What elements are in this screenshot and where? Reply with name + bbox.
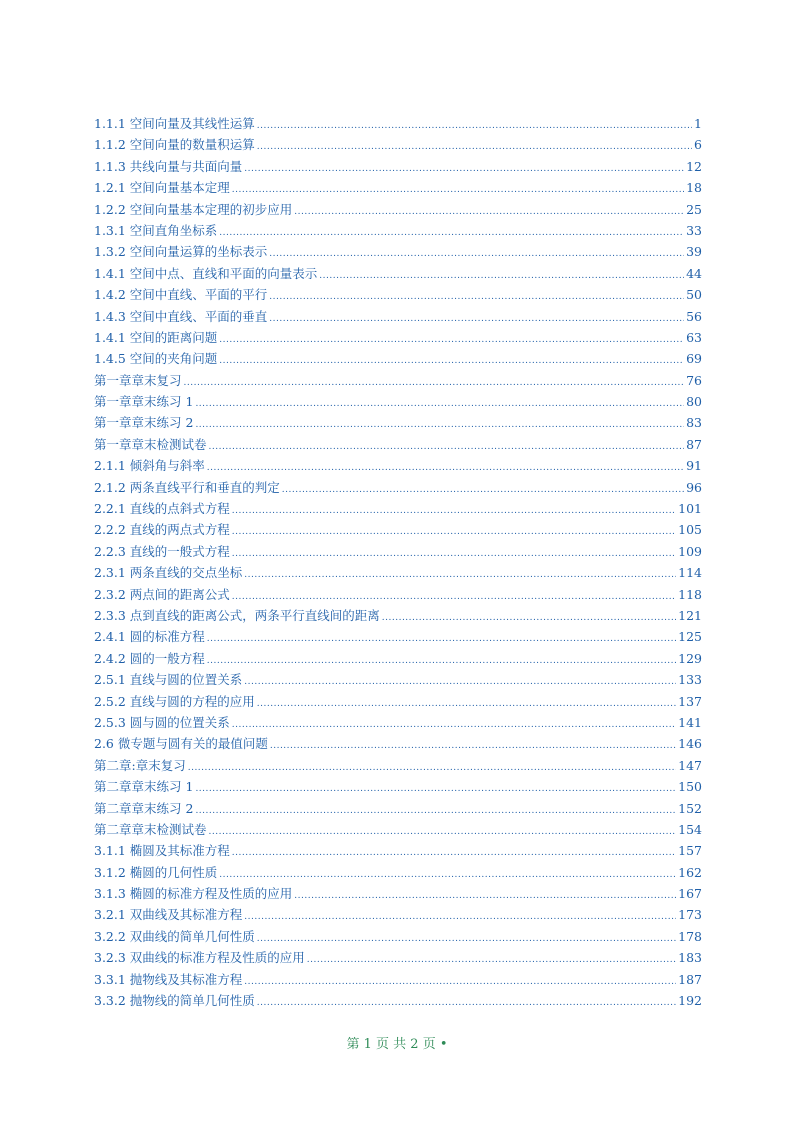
dot-leader bbox=[219, 335, 684, 345]
toc-entry-page-number: 183 bbox=[678, 950, 702, 966]
dot-leader bbox=[257, 998, 676, 1008]
toc-entry[interactable] bbox=[94, 627, 702, 648]
toc-entry[interactable] bbox=[94, 242, 702, 263]
toc-entry-title: 2.3.2 两点间的距离公式 bbox=[94, 586, 230, 602]
toc-entry-page-number: 44 bbox=[686, 265, 702, 281]
toc-entry-page-number: 167 bbox=[678, 886, 702, 902]
toc-entry-title: 1.4.5 空间的夹角问题 bbox=[94, 351, 218, 367]
toc-entry-page-number: 25 bbox=[686, 201, 702, 217]
dot-leader bbox=[232, 592, 676, 602]
dot-leader bbox=[307, 955, 676, 965]
dot-leader bbox=[282, 485, 684, 495]
toc-entry[interactable] bbox=[94, 970, 702, 991]
toc-entry-page-number: 87 bbox=[686, 436, 702, 452]
toc-entry-page-number: 83 bbox=[686, 415, 702, 431]
toc-entry-page-number: 56 bbox=[686, 308, 702, 324]
toc-entry-title: 1.2.2 空间向量基本定理的初步应用 bbox=[94, 201, 293, 217]
toc-entry-page-number: 154 bbox=[678, 821, 702, 837]
toc-entry-title: 第二章章末练习 1 bbox=[94, 779, 194, 795]
toc-entry[interactable] bbox=[94, 499, 702, 520]
toc-entry-page-number: 1 bbox=[694, 116, 702, 131]
toc-entry-title: 第二章章末练习 2 bbox=[94, 800, 194, 816]
dot-leader bbox=[270, 741, 676, 751]
dot-leader bbox=[244, 977, 676, 987]
toc-entry[interactable] bbox=[94, 135, 702, 156]
toc-entry[interactable] bbox=[94, 841, 702, 862]
dot-leader bbox=[244, 570, 676, 580]
toc-entry[interactable] bbox=[94, 178, 702, 199]
toc-entry[interactable] bbox=[94, 200, 702, 221]
toc-entry-page-number: 76 bbox=[686, 372, 702, 388]
toc-entry-title: 3.2.3 双曲线的标准方程及性质的应用 bbox=[94, 950, 305, 966]
toc-entry[interactable] bbox=[94, 285, 702, 306]
toc-entry-page-number: 187 bbox=[678, 971, 702, 987]
dot-leader bbox=[207, 463, 684, 473]
toc-entry-page-number: 69 bbox=[686, 351, 702, 367]
toc-entry[interactable] bbox=[94, 456, 702, 477]
toc-entry-title: 1.4.2 空间中直线、平面的平行 bbox=[94, 287, 268, 303]
dot-leader bbox=[232, 506, 676, 516]
toc-entry-title: 2.2.3 直线的一般式方程 bbox=[94, 543, 230, 559]
toc-entry-page-number: 63 bbox=[686, 329, 702, 345]
toc-entry-page-number: 129 bbox=[678, 650, 702, 666]
toc-entry-title: 第一章章末检测试卷 bbox=[94, 436, 207, 452]
dot-leader bbox=[232, 720, 676, 730]
dot-leader bbox=[207, 634, 676, 644]
toc-entry-page-number: 12 bbox=[686, 158, 702, 174]
toc-entry-title: 2.5.2 直线与圆的方程的应用 bbox=[94, 693, 255, 709]
toc-entry[interactable] bbox=[94, 264, 702, 285]
toc-entry-title: 1.4.1 空间中点、直线和平面的向量表示 bbox=[94, 265, 318, 281]
dot-leader bbox=[195, 806, 676, 816]
toc-entry-title: 1.4.3 空间中直线、平面的垂直 bbox=[94, 308, 268, 324]
toc-entry-title: 2.4.1 圆的标准方程 bbox=[94, 629, 205, 645]
toc-entry-title: 3.2.2 双曲线的简单几何性质 bbox=[94, 928, 255, 944]
toc-entry-page-number: 6 bbox=[694, 137, 702, 153]
toc-entry-page-number: 173 bbox=[678, 907, 702, 923]
toc-entry-title: 3.3.2 抛物线的简单几何性质 bbox=[94, 993, 255, 1009]
dot-leader bbox=[219, 870, 676, 880]
toc-entry[interactable] bbox=[94, 863, 702, 884]
toc-entry[interactable] bbox=[94, 563, 702, 584]
toc-entry-page-number: 109 bbox=[678, 543, 702, 559]
toc-entry-title: 第一章章末练习 2 bbox=[94, 415, 194, 431]
dot-leader bbox=[269, 314, 684, 324]
toc-entry[interactable] bbox=[94, 927, 702, 948]
dot-leader bbox=[244, 912, 676, 922]
toc-entry[interactable] bbox=[94, 756, 702, 777]
toc-entry-page-number: 114 bbox=[678, 565, 702, 581]
toc-entry-title: 1.2.1 空间向量基本定理 bbox=[94, 180, 230, 196]
toc-entry[interactable] bbox=[94, 349, 702, 370]
toc-entry-title: 2.3.3 点到直线的距离公式，两条平行直线间的距离 bbox=[94, 607, 380, 623]
toc-entry-page-number: 33 bbox=[686, 222, 702, 238]
toc-entry[interactable] bbox=[94, 948, 702, 969]
toc-entry-title: 1.4.1 空间的距离问题 bbox=[94, 329, 218, 345]
toc-entry-title: 2.1.2 两条直线平行和垂直的判定 bbox=[94, 479, 280, 495]
toc-entry-page-number: 133 bbox=[678, 672, 702, 688]
toc-entry[interactable] bbox=[94, 307, 702, 328]
toc-entry-title: 第二章章末检测试卷 bbox=[94, 821, 207, 837]
toc-entry-title: 1.1.2 空间向量的数量积运算 bbox=[94, 137, 255, 153]
toc-entry-page-number: 18 bbox=[686, 180, 702, 196]
toc-entry-title: 1.1.3 共线向量与共面向量 bbox=[94, 158, 243, 174]
toc-entry-page-number: 152 bbox=[678, 800, 702, 816]
toc-entry[interactable] bbox=[94, 157, 702, 178]
toc-entry-page-number: 105 bbox=[678, 522, 702, 538]
dot-leader bbox=[244, 164, 684, 174]
toc-entry-page-number: 96 bbox=[686, 479, 702, 495]
dot-leader bbox=[209, 442, 685, 452]
toc-entry-title: 2.2.1 直线的点斜式方程 bbox=[94, 501, 230, 517]
toc-entry-page-number: 39 bbox=[686, 244, 702, 260]
toc-entry-title: 3.1.3 椭圆的标准方程及性质的应用 bbox=[94, 886, 293, 902]
toc-entry-page-number: 101 bbox=[678, 501, 702, 517]
toc-entry-title: 1.3.2 空间向量运算的坐标表示 bbox=[94, 244, 268, 260]
toc-entry-title: 3.3.1 抛物线及其标准方程 bbox=[94, 971, 243, 987]
toc-entry-page-number: 178 bbox=[678, 928, 702, 944]
dot-leader bbox=[232, 185, 684, 195]
toc-entry-title: 2.2.2 直线的两点式方程 bbox=[94, 522, 230, 538]
table-of-contents bbox=[94, 114, 702, 1012]
dot-leader bbox=[195, 784, 676, 794]
dot-leader bbox=[269, 249, 684, 259]
toc-entry-page-number: 50 bbox=[686, 287, 702, 303]
toc-entry-page-number: 146 bbox=[678, 736, 702, 752]
toc-entry[interactable] bbox=[94, 670, 702, 691]
toc-entry-title: 3.2.1 双曲线及其标准方程 bbox=[94, 907, 243, 923]
toc-entry-page-number: 141 bbox=[678, 714, 702, 730]
dot-leader bbox=[195, 399, 684, 409]
dot-leader bbox=[232, 527, 676, 537]
dot-leader bbox=[219, 228, 684, 238]
toc-entry[interactable] bbox=[94, 221, 702, 242]
dot-leader bbox=[294, 891, 676, 901]
toc-entry-page-number: 147 bbox=[678, 757, 702, 773]
toc-entry-page-number: 80 bbox=[686, 394, 702, 410]
toc-entry-page-number: 150 bbox=[678, 779, 702, 795]
dot-leader bbox=[257, 699, 676, 709]
toc-entry-page-number: 137 bbox=[678, 693, 702, 709]
dot-leader bbox=[257, 142, 692, 152]
toc-entry[interactable] bbox=[94, 777, 702, 798]
toc-entry[interactable] bbox=[94, 542, 702, 563]
toc-entry-title: 2.5.1 直线与圆的位置关系 bbox=[94, 672, 243, 688]
dot-leader bbox=[319, 271, 684, 281]
dot-leader bbox=[184, 378, 685, 388]
dot-leader bbox=[207, 656, 676, 666]
toc-entry[interactable] bbox=[94, 585, 702, 606]
toc-entry[interactable] bbox=[94, 392, 702, 413]
toc-entry[interactable] bbox=[94, 905, 702, 926]
toc-entry-title: 3.1.2 椭圆的几何性质 bbox=[94, 864, 218, 880]
toc-entry-page-number: 118 bbox=[678, 586, 702, 602]
toc-entry[interactable] bbox=[94, 692, 702, 713]
toc-entry-page-number: 91 bbox=[686, 458, 702, 474]
toc-entry[interactable] bbox=[94, 799, 702, 820]
dot-leader bbox=[188, 763, 676, 773]
toc-entry[interactable] bbox=[94, 820, 702, 841]
toc-entry[interactable] bbox=[94, 991, 702, 1012]
toc-entry-title: 3.1.1 椭圆及其标准方程 bbox=[94, 843, 230, 859]
toc-entry[interactable] bbox=[94, 649, 702, 670]
toc-entry[interactable] bbox=[94, 478, 702, 499]
toc-entry-title: 第一章章末练习 1 bbox=[94, 394, 194, 410]
dot-leader bbox=[269, 292, 684, 302]
page-footer: 第 1 页 共 2 页 • bbox=[346, 1037, 448, 1052]
toc-entry-page-number: 121 bbox=[678, 607, 702, 623]
toc-entry-page-number: 192 bbox=[678, 993, 702, 1009]
dot-leader bbox=[195, 420, 684, 430]
dot-leader bbox=[257, 934, 676, 944]
toc-entry[interactable] bbox=[94, 328, 702, 349]
toc-entry-title: 2.6 微专题与圆有关的最值问题 bbox=[94, 736, 268, 752]
toc-entry[interactable] bbox=[94, 371, 702, 392]
toc-entry-page-number: 125 bbox=[678, 629, 702, 645]
dot-leader bbox=[294, 207, 684, 217]
toc-entry-title: 第一章章末复习 bbox=[94, 372, 182, 388]
toc-entry-title: 2.5.3 圆与圆的位置关系 bbox=[94, 714, 230, 730]
dot-leader bbox=[382, 613, 676, 623]
toc-entry-title: 2.1.1 倾斜角与斜率 bbox=[94, 458, 205, 474]
toc-entry[interactable] bbox=[94, 606, 702, 627]
toc-entry[interactable] bbox=[94, 884, 702, 905]
toc-entry[interactable] bbox=[94, 713, 702, 734]
toc-entry-title: 第二章:章末复习 bbox=[94, 757, 186, 773]
toc-entry-title: 1.1.1 空间向量及其线性运算 bbox=[94, 116, 255, 131]
toc-entry[interactable] bbox=[94, 435, 702, 456]
toc-entry[interactable] bbox=[94, 734, 702, 755]
toc-entry-page-number: 157 bbox=[678, 843, 702, 859]
toc-entry[interactable] bbox=[94, 520, 702, 541]
toc-entry-title: 2.4.2 圆的一般方程 bbox=[94, 650, 205, 666]
dot-leader bbox=[232, 848, 676, 858]
toc-entry-page-number: 162 bbox=[678, 864, 702, 880]
dot-leader bbox=[219, 356, 684, 366]
dot-leader bbox=[244, 677, 676, 687]
dot-leader bbox=[257, 121, 692, 131]
dot-leader bbox=[209, 827, 677, 837]
dot-leader bbox=[232, 549, 676, 559]
toc-entry-title: 2.3.1 两条直线的交点坐标 bbox=[94, 565, 243, 581]
toc-entry[interactable] bbox=[94, 114, 702, 135]
toc-entry[interactable] bbox=[94, 413, 702, 434]
toc-entry-title: 1.3.1 空间直角坐标系 bbox=[94, 222, 218, 238]
